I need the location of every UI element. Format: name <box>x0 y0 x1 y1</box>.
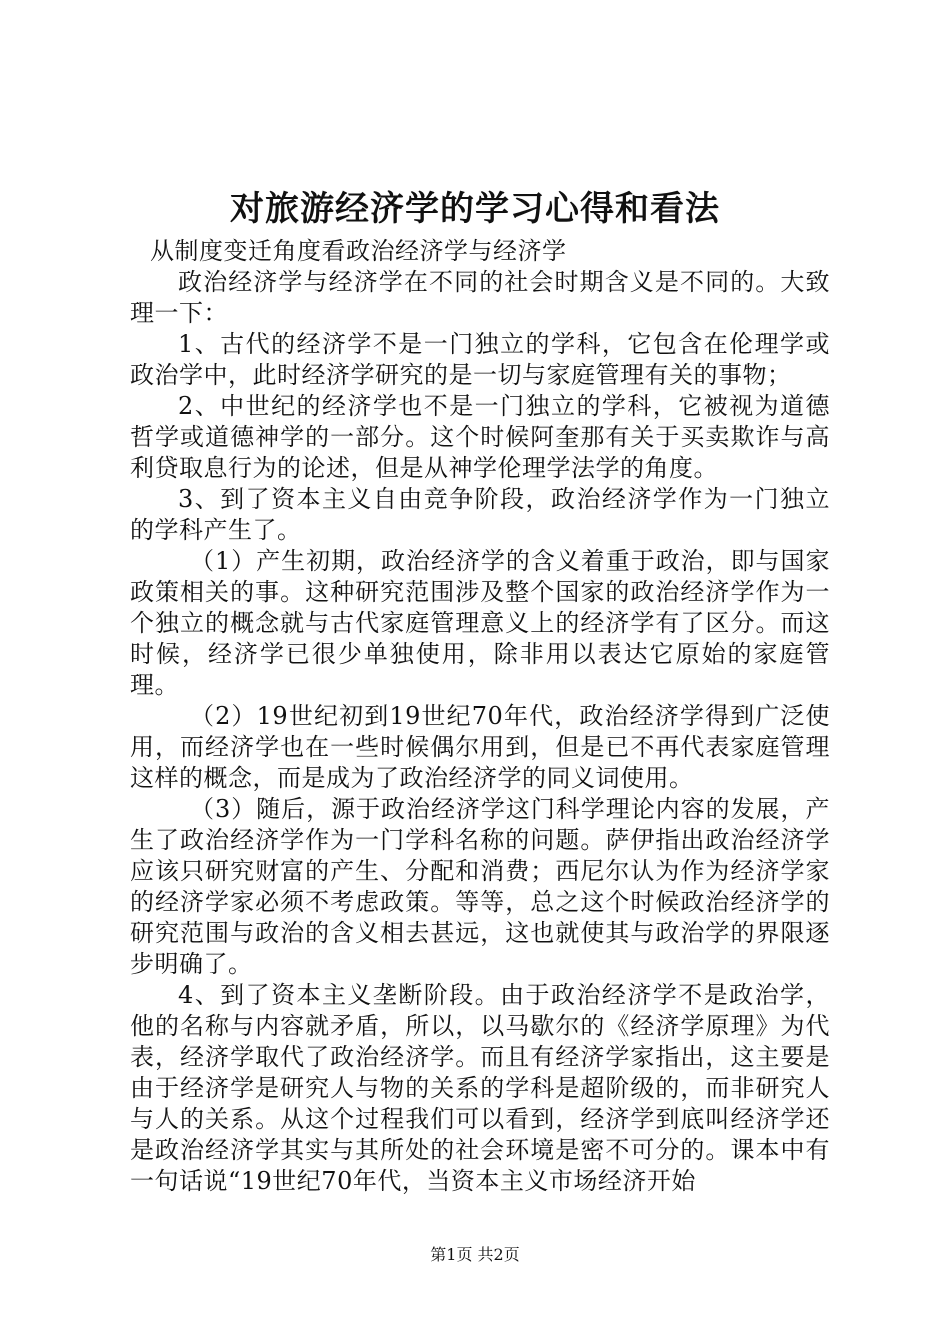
paragraph-subpoint-1: （1）产生初期，政治经济学的含义着重于政治，即与国家政策相关的事。这种研究范围涉及整个国家的政治经济学作为一个独立的概念就与古代家庭管理意义上的经济学有了区分。而这时候，经济学已很少单独使用，除非用以表达它原始的家庭管理。 <box>130 547 830 699</box>
document-body <box>130 236 830 1197</box>
paragraph-point-3: 3、到了资本主义自由竞争阶段，政治经济学作为一门独立的学科产生了。 <box>130 485 830 544</box>
paragraph-point-1: 1、古代的经济学不是一门独立的学科，它包含在伦理学或政治学中，此时经济学研究的是一切与家庭管理有关的事物； <box>130 330 830 389</box>
intro-paragraph: 政治经济学与经济学在不同的社会时期含义是不同的。大致理一下： <box>130 268 830 327</box>
paragraph-subpoint-3: （3）随后，源于政治经济学这门科学理论内容的发展，产生了政治经济学作为一门学科名称的问题。萨伊指出政治经济学应该只研究财富的产生、分配和消费；西尼尔认为作为经济学家的经济学家必须不考虑政策。等等，总之这个时候政治经济学的研究范围与政治的含义相去甚远，这也就使其与政治学的界限逐步明确了。 <box>130 795 830 978</box>
section-subtitle: 从制度变迁角度看政治经济学与经济学 <box>150 237 567 265</box>
page-number-footer: 第1页 共2页 <box>430 1245 520 1264</box>
paragraph-point-2: 2、中世纪的经济学也不是一门独立的学科，它被视为道德哲学或道德神学的一部分。这个时候阿奎那有关于买卖欺诈与高利贷取息行为的论述，但是从神学伦理学法学的角度。 <box>130 392 830 482</box>
paragraph-subpoint-2: （2）19世纪初到19世纪70年代，政治经济学得到广泛使用，而经济学也在一些时候偶尔用到，但是已不再代表家庭管理这样的概念，而是成为了政治经济学的同义词使用。 <box>130 702 830 792</box>
document-title: 对旅游经济学的学习心得和看法 <box>230 189 720 229</box>
paragraph-point-4: 4、到了资本主义垄断阶段。由于政治经济学不是政治学，他的名称与内容就矛盾，所以，以马歇尔的《经济学原理》为代表，经济学取代了政治经济学。而且有经济学家指出，这主要是由于经济学是研究人与物的关系的学科是超阶级的，而非研究人与人的关系。从这个过程我们可以看到，经济学到底叫经济学还是政治经济学其实与其所处的社会环境是密不可分的。课本中有一句话说“19世纪70年代，当资本主义市场经济开始 <box>130 981 830 1195</box>
